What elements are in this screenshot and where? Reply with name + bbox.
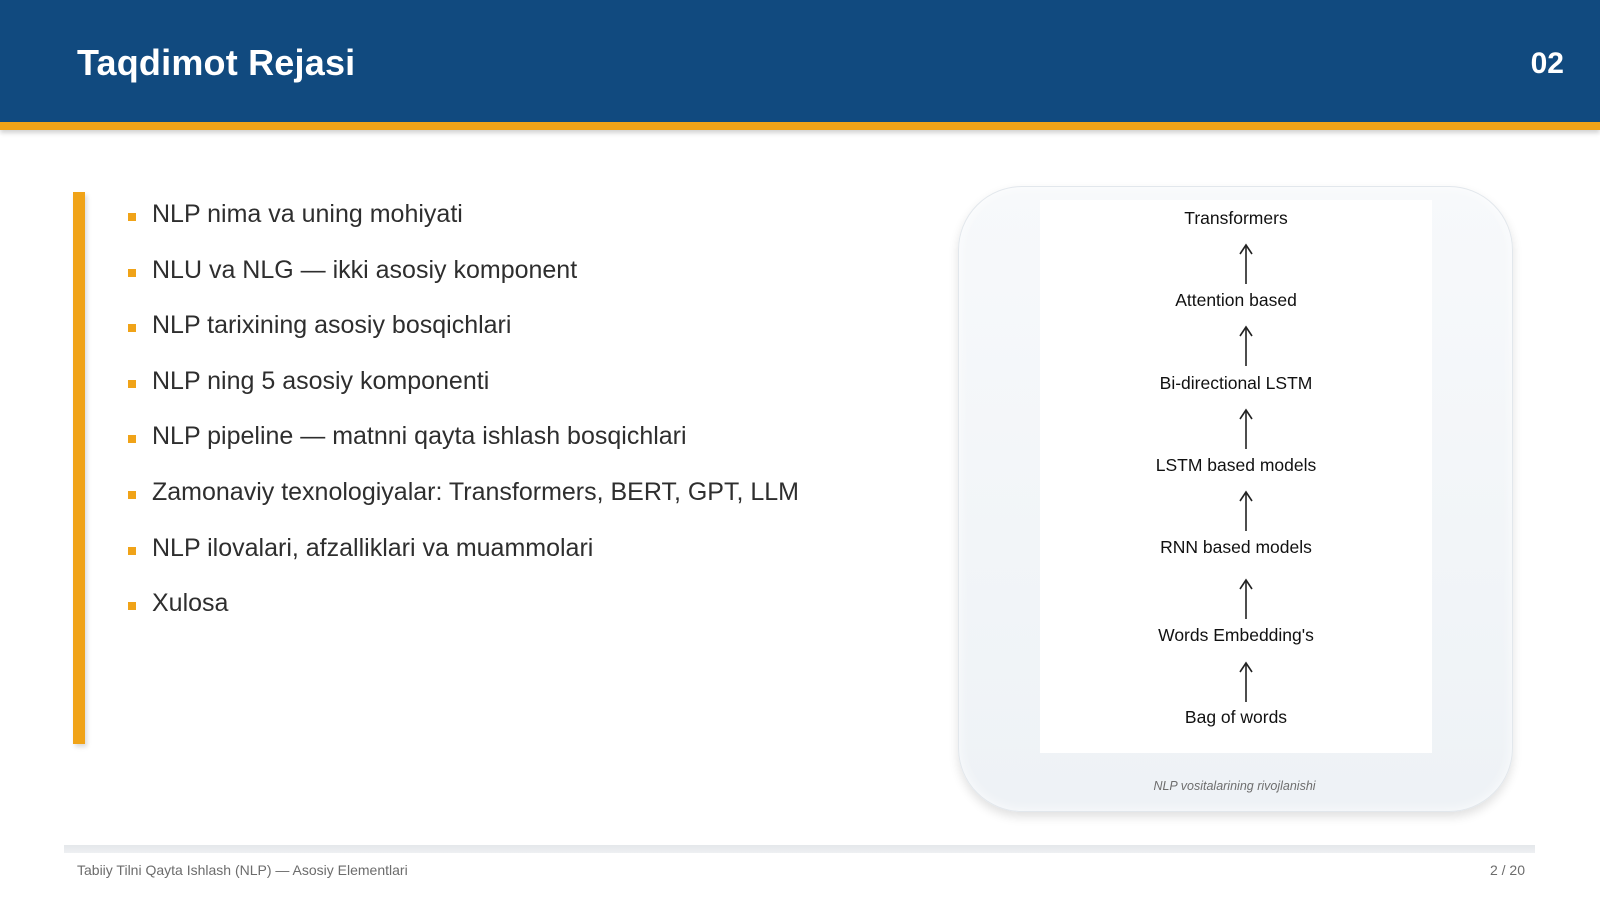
agenda-list [128,196,799,641]
stage-label: Bag of words [1184,707,1288,727]
agenda-item [128,474,799,530]
agenda-item-text: NLP nima va uning mohiyati [152,200,463,228]
agenda-item-text: NLU va NLG — ikki asosiy komponent [152,255,578,284]
agenda-item [128,196,799,252]
bullet-square-icon [128,324,136,332]
agenda-item [128,307,799,363]
arrow-up-icon [1236,490,1256,532]
slide-header [0,0,1600,122]
bullet-square-icon [128,491,136,499]
arrow-up-icon [1236,325,1256,367]
bullet-square-icon [128,213,136,221]
agenda-item-text: Xulosa [152,589,229,618]
footer-title: Tabiiy Tilni Qayta Ishlash (NLP) — Asosiy Elementlari [77,862,408,878]
agenda-item [128,585,799,641]
figure-caption: NLP vositalarining rivojlanishi [1153,779,1316,793]
agenda-item-text: NLP tarixining asosiy bosqichlari [152,311,512,340]
stage-label: LSTM based models [1155,455,1317,475]
stage-label: RNN based models [1160,537,1312,557]
arrow-up-icon [1236,243,1256,285]
arrow-up-icon [1236,578,1256,620]
content-accent-bar [73,192,85,744]
stage-label: Attention based [1175,290,1297,310]
agenda-item [128,252,799,308]
agenda-item-text: Zamonaviy texnologiyalar: Transformers, BERT, GPT, LLM [152,477,799,506]
agenda-item [128,418,799,474]
bullet-square-icon [128,380,136,388]
header-accent-stripe [0,122,1600,130]
bullet-square-icon [128,269,136,277]
agenda-item [128,530,799,586]
slide-number: 02 [1530,47,1564,80]
page-indicator: 2 / 20 [1489,862,1525,878]
agenda-item [128,363,799,419]
agenda-item-text: NLP ning 5 asosiy komponenti [152,366,490,395]
agenda-item-text: NLP ilovalari, afzalliklari va muammolari [152,533,594,562]
stage-label: Words Embedding's [1158,625,1314,645]
bullet-square-icon [128,547,136,555]
bullet-square-icon [128,435,136,443]
slide-title: Taqdimot Rejasi [77,42,356,83]
arrow-up-icon [1236,408,1256,450]
bullet-square-icon [128,602,136,610]
stage-label: Transformers [1184,208,1288,228]
footer-divider [64,845,1535,853]
agenda-item-text: NLP pipeline — matnni qayta ishlash bosqichlari [152,422,687,451]
nlp-evolution-diagram [1040,200,1432,753]
arrow-up-icon [1236,661,1256,703]
stage-label: Bi-directional LSTM [1159,373,1313,393]
